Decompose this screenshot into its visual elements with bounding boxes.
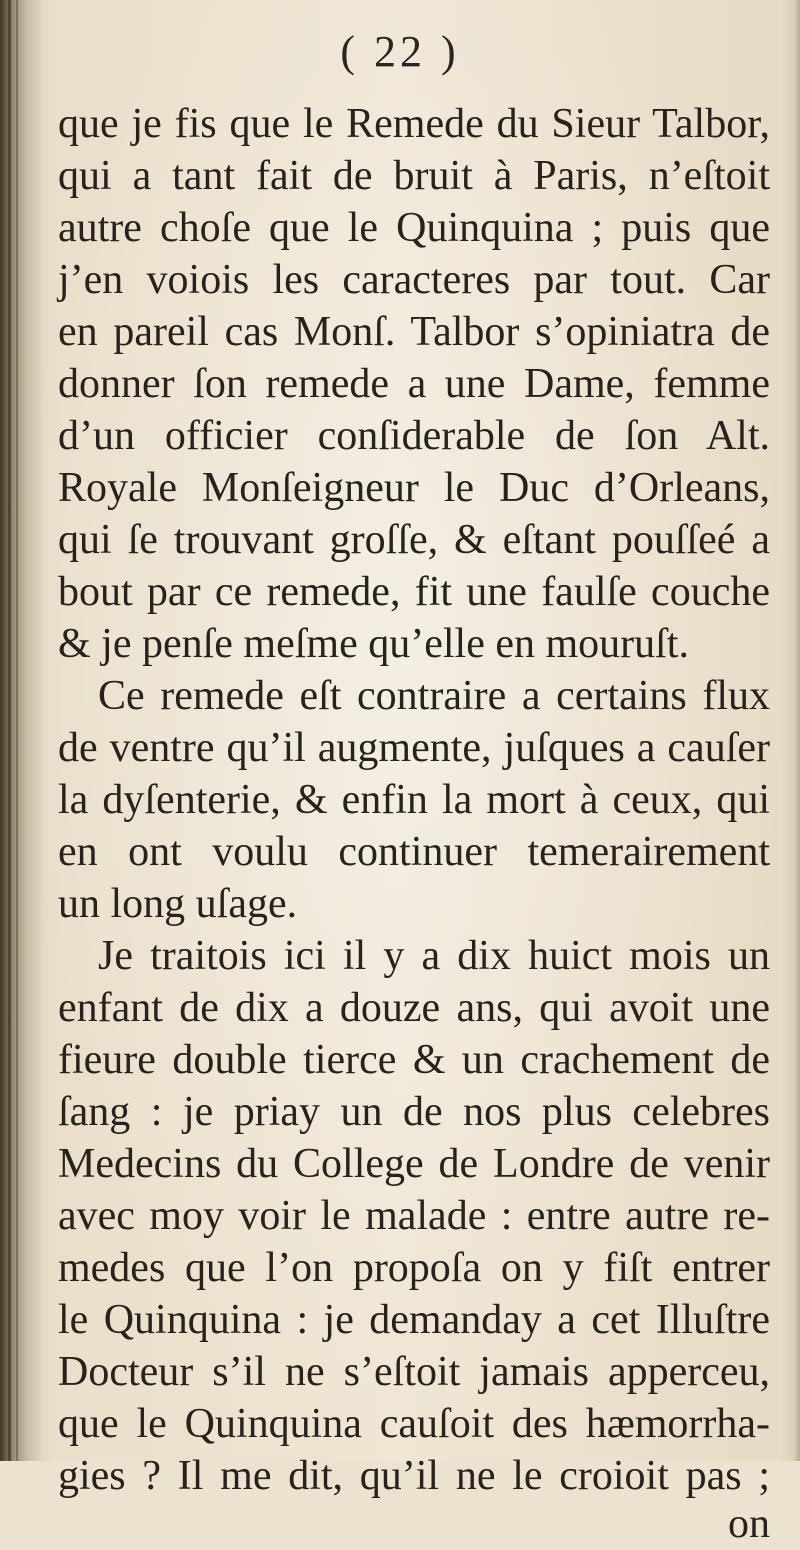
text-line: qui ſe trouvant groſſe, & eſtant pouſſeé a [58,517,770,563]
catchword: on [728,1501,770,1547]
text-line: bout par ce remede, fit une faulſe couche [58,569,770,615]
text-line: medes que l’on propoſa on y fiſt entrer [58,1245,770,1291]
text-line: d’un officier conſiderable de ſon Alt. [58,413,770,459]
text-line: Royale Monſeigneur le Duc d’Orleans, [58,465,770,511]
text-line: avec moy voir le malade : entre autre re- [58,1193,770,1239]
text-line: enfant de dix a douze ans, qui avoit une [58,985,770,1031]
text-line: fieure double tierce & un crachement de [58,1037,770,1083]
paragraph-first-line: Ce remede eſt contraire a certains flux [98,673,770,719]
text-line: que le Quinquina cauſoit des hæmorrha- [58,1401,770,1447]
text-line: gies ? Il me dit, qu’il ne le croioit pas ; [58,1453,770,1499]
text-line: ſang : je priay un de nos plus celebres [58,1089,770,1135]
page-edge [794,0,800,1461]
text-line: en pareil cas Monſ. Talbor s’opiniatra de [58,309,770,355]
page-number: ( 22 ) [340,27,460,76]
text-line: j’en voiois les caracteres par tout. Car [58,257,770,303]
text-line: donner ſon remede a une Dame, femme [58,361,770,407]
text-line: autre choſe que le Quinquina ; puis que [58,205,770,251]
text-line: un long uſage. [58,881,298,927]
gutter-shadow-line [8,0,11,1461]
text-line: de ventre qu’il augmente, juſques a cauſer [58,725,770,771]
paragraph-first-line: Je traitois ici il y a dix huict mois un [98,933,770,979]
gutter-shadow-line [16,0,18,1461]
text-line: que je fis que le Remede du Sieur Talbor, [58,101,770,147]
text-line: le Quinquina : je demanday a cet Illuſtre [58,1297,770,1343]
text-line: en ont voulu continuer temerairement [58,829,770,875]
text-line: & je penſe meſme qu’elle en mouruſt. [58,621,689,667]
text-line: qui a tant fait de bruit à Paris, n’eſtoit [58,153,770,199]
text-line: Medecins du College de Londre de venir [58,1141,770,1187]
text-line: la dyſenterie, & enfin la mort à ceux, qui [58,777,770,823]
text-line: Docteur s’il ne s’eſtoit jamais apperceu, [58,1349,770,1395]
page-gutter [0,0,44,1461]
